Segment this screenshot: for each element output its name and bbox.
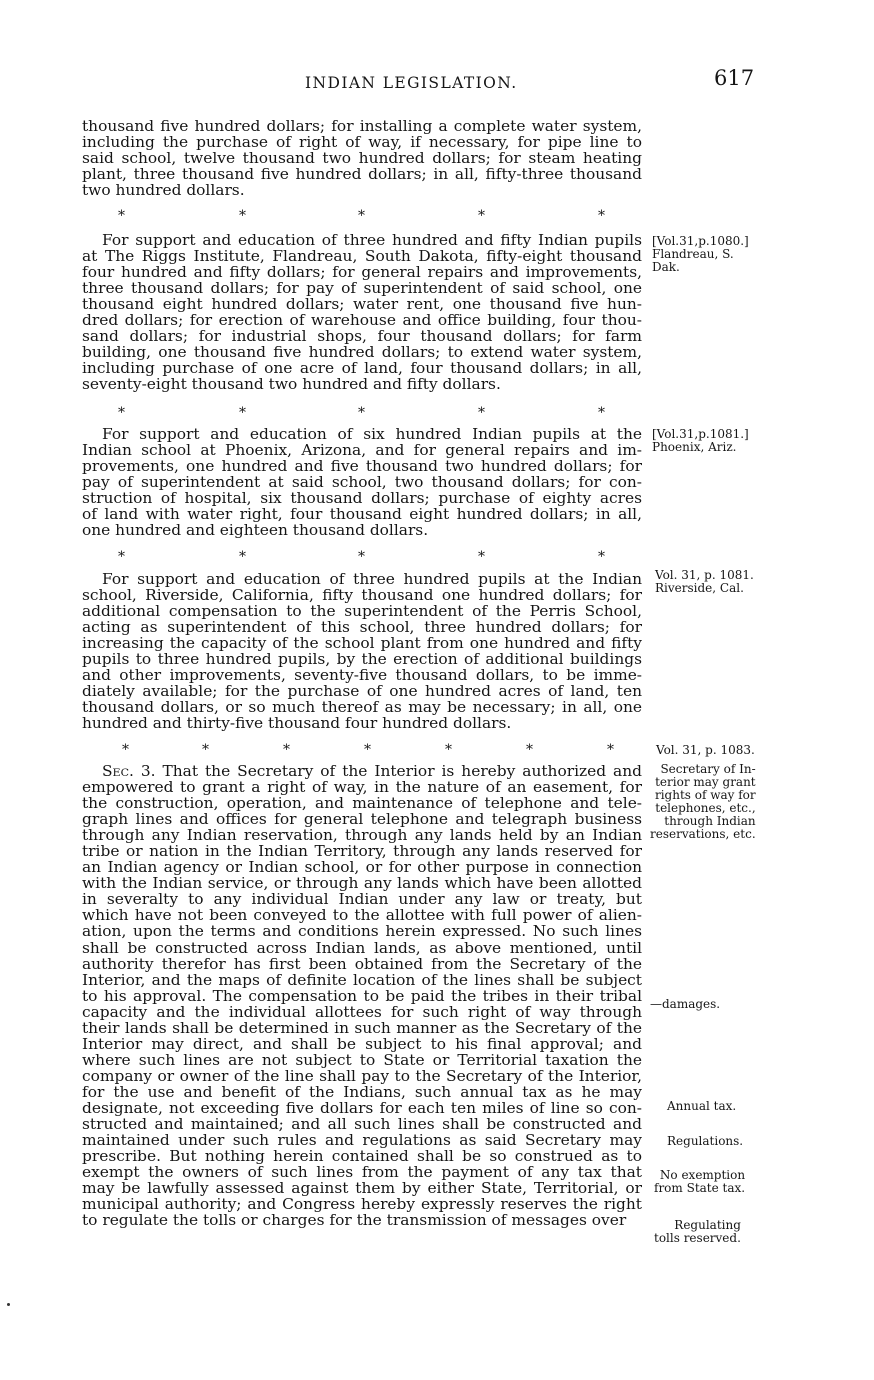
star: * bbox=[118, 549, 125, 565]
margin-note-line: reservations, etc. bbox=[650, 827, 756, 841]
text-line: through any Indian reservation, through any lands held by an Indian bbox=[82, 826, 642, 844]
text-line: where such lines are not subject to State or Territorial taxation the bbox=[82, 1051, 642, 1069]
text-line: capacity and the individual allottees for such right of way through bbox=[82, 1003, 642, 1021]
text-line: additional compensation to the superintendent of the Perris School, bbox=[82, 602, 642, 620]
paragraph-riverside bbox=[82, 571, 642, 731]
margin-note-line: No exemption bbox=[659, 1168, 746, 1182]
text-line: including the purchase of right of way, if necessary, for pipe line to bbox=[82, 133, 642, 151]
text-line: diately available; for the purchase of one hundred acres of land, ten bbox=[82, 682, 642, 700]
star: * bbox=[478, 208, 485, 224]
ellipsis-stars bbox=[82, 549, 642, 565]
star: * bbox=[598, 549, 605, 565]
text-line: for the use and benefit of the Indians, such annual tax as he may bbox=[82, 1083, 642, 1101]
text-line: authority therefor has first been obtained from the Secretary of the bbox=[82, 955, 642, 973]
star: * bbox=[202, 742, 209, 758]
margin-note-line: Regulating bbox=[674, 1218, 741, 1232]
margin-note-line: Phoenix, Ariz. bbox=[652, 440, 737, 454]
ellipsis-stars bbox=[82, 742, 642, 758]
text-line: three thousand dollars; for pay of superintendent of said school, one bbox=[82, 279, 642, 297]
text-line: in severalty to any individual Indian under any law or treaty, but bbox=[82, 890, 642, 908]
star: * bbox=[478, 405, 485, 421]
text-line: structed and maintained; and all such lines shall be constructed and bbox=[82, 1115, 642, 1133]
margin-note-line: Annual tax. bbox=[667, 1099, 737, 1113]
text-line: sand dollars; for industrial shops, four thousand dollars; for farm bbox=[82, 327, 642, 345]
text-line: building, one thousand five hundred dollars; to extend water system, bbox=[82, 343, 642, 361]
text-line: the construction, operation, and maintenance of telephone and tele- bbox=[82, 794, 642, 812]
text-line: Indian school at Phoenix, Arizona, and for general repairs and im- bbox=[82, 441, 642, 459]
text-line: pupils to three hundred pupils, by the erection of additional buildings bbox=[82, 650, 642, 668]
text-line: municipal authority; and Congress hereby expressly reserves the right bbox=[82, 1195, 642, 1213]
margin-note-line: [Vol.31,p.1080.] bbox=[652, 234, 749, 248]
margin-note-vol-1083 bbox=[656, 744, 755, 757]
text-line: and other improvements, seventy-five thousand dollars, to be imme- bbox=[82, 666, 642, 684]
star: * bbox=[118, 405, 125, 421]
margin-note-line: Dak. bbox=[652, 260, 680, 274]
star: * bbox=[358, 405, 365, 421]
text-line: hundred and thirty-five thousand four hundred dollars. bbox=[82, 714, 512, 732]
text-line: dred dollars; for erection of warehouse and office building, four thou- bbox=[82, 311, 642, 329]
margin-note-damages bbox=[650, 998, 720, 1011]
section-label: Sec. 3. bbox=[102, 762, 156, 780]
text-line: maintained under such rules and regulations as said Secretary may bbox=[82, 1131, 642, 1149]
text-line: thousand five hundred dollars; for installing a complete water system, bbox=[82, 117, 642, 135]
star: * bbox=[598, 208, 605, 224]
running-head: INDIAN LEGISLATION. bbox=[305, 74, 518, 92]
margin-note-line: —damages. bbox=[650, 997, 721, 1011]
text-line bbox=[82, 763, 642, 778]
star: * bbox=[607, 742, 614, 758]
paragraph-phoenix bbox=[82, 426, 642, 538]
star: * bbox=[598, 405, 605, 421]
text-line: prescribe. But nothing herein contained shall be so construed as to bbox=[82, 1147, 642, 1165]
text-line: which have not been conveyed to the allottee with full power of alien- bbox=[82, 906, 642, 924]
margin-note-line: through Indian bbox=[664, 814, 756, 828]
text-line: For support and education of three hundred pupils at the Indian bbox=[102, 570, 642, 588]
text-line: plant, three thousand five hundred dollars; in all, fifty-three thousand bbox=[82, 165, 642, 183]
margin-note-line: tolls reserved. bbox=[654, 1231, 741, 1245]
text-line: shall be constructed across Indian lands, as above mentioned, until bbox=[82, 938, 642, 957]
star: * bbox=[118, 208, 125, 224]
text-line: of land with water right, four thousand eight hundred dollars; in all, bbox=[82, 505, 642, 523]
text-line: company or owner of the line shall pay to the Secretary of the Interior, bbox=[82, 1067, 642, 1085]
margin-note-line: [Vol.31,p.1081.] bbox=[652, 427, 749, 441]
star: * bbox=[445, 742, 452, 758]
text-line: school, Riverside, California, fifty thousand one hundred dollars; for bbox=[82, 586, 642, 604]
margin-note-flandreau bbox=[652, 235, 749, 274]
ellipsis-stars bbox=[82, 208, 642, 224]
section-text: That the Secretary of the Interior is hereby authorized and bbox=[155, 762, 642, 780]
text-line: to regulate the tolls or charges for the transmission of messages over bbox=[82, 1211, 627, 1229]
text-line: provements, one hundred and five thousand two hundred dollars; for bbox=[82, 457, 642, 475]
text-line: at The Riggs Institute, Flandreau, South Dakota, fifty-eight thousand bbox=[82, 247, 642, 265]
star: * bbox=[239, 549, 246, 565]
text-line: said school, twelve thousand two hundred dollars; for steam heating bbox=[82, 149, 642, 167]
star: * bbox=[364, 742, 371, 758]
text-line: to his approval. The compensation to be paid the tribes in their tribal bbox=[82, 987, 642, 1005]
text-line: exempt the owners of such lines from the payment of any tax that bbox=[82, 1163, 642, 1181]
text-line: thousand eight hundred dollars; water rent, one thousand five hun- bbox=[82, 295, 642, 313]
text-line: struction of hospital, six thousand dollars; purchase of eighty acres bbox=[82, 489, 642, 507]
margin-note-line: Vol. 31, p. 1083. bbox=[656, 743, 755, 757]
paragraph-section-3 bbox=[82, 763, 642, 1228]
margin-note-line: Regulations. bbox=[667, 1134, 744, 1148]
text-line: empowered to grant a right of way, in the nature of an easement, for bbox=[82, 778, 642, 796]
margin-note-regulations bbox=[667, 1135, 743, 1148]
star: * bbox=[358, 208, 365, 224]
page-number: 617 bbox=[714, 66, 755, 90]
margin-note-line: from State tax. bbox=[654, 1181, 746, 1195]
text-line: seventy-eight thousand two hundred and fifty dollars. bbox=[82, 375, 501, 393]
margin-note-line: telephones, etc., bbox=[655, 801, 756, 815]
margin-note-line: Vol. 31, p. 1081. bbox=[655, 568, 754, 582]
text-line: pay of superintendent at said school, two thousand dollars; for con- bbox=[82, 473, 642, 491]
text-line: tribe or nation in the Indian Territory, through any lands reserved for bbox=[82, 842, 642, 860]
text-line: increasing the capacity of the school plant from one hundred and fifty bbox=[82, 634, 642, 652]
text-line: including purchase of one acre of land, four thousand dollars; in all, bbox=[82, 359, 642, 377]
text-line: ation, upon the terms and conditions herein expressed. No such lines bbox=[82, 922, 642, 941]
text-line: two hundred dollars. bbox=[82, 181, 245, 199]
text-line: Interior may direct, and shall be subject to his final approval; and bbox=[82, 1035, 642, 1053]
margin-note-line: rights of way for bbox=[654, 788, 756, 802]
text-line: their lands shall be determined in such manner as the Secretary of the bbox=[82, 1019, 642, 1037]
text-line: designate, not exceeding five dollars for each ten miles of line so con- bbox=[82, 1099, 642, 1117]
ellipsis-stars bbox=[82, 405, 642, 421]
text-line: thousand dollars, or so much thereof as may be necessary; in all, one bbox=[82, 698, 642, 716]
paragraph-continuation bbox=[82, 118, 642, 198]
margin-note-annual-tax bbox=[667, 1100, 736, 1113]
text-line: four hundred and fifty dollars; for general repairs and improvements, bbox=[82, 263, 642, 281]
margin-note-state-tax bbox=[654, 1169, 745, 1195]
text-line: For support and education of six hundred Indian pupils at the bbox=[102, 425, 642, 443]
text-line: with the Indian service, or through any lands which have been allotted bbox=[82, 874, 642, 892]
star: * bbox=[358, 549, 365, 565]
star: * bbox=[122, 742, 129, 758]
star: * bbox=[239, 208, 246, 224]
margin-note-riverside bbox=[655, 569, 754, 595]
scan-speck bbox=[7, 1303, 10, 1306]
margin-note-line: Riverside, Cal. bbox=[655, 581, 744, 595]
margin-note-rights-of-way bbox=[650, 763, 756, 841]
margin-note-line: Secretary of In- bbox=[660, 762, 756, 776]
star: * bbox=[239, 405, 246, 421]
text-line: an Indian agency or Indian school, or for other purpose in connection bbox=[82, 858, 642, 876]
text-line: Interior, and the maps of definite location of the lines shall be subject bbox=[82, 971, 642, 989]
margin-note-line: terior may grant bbox=[655, 775, 756, 789]
margin-note-line: Flandreau, S. bbox=[652, 247, 734, 261]
text-line: graph lines and offices for general telephone and telegraph business bbox=[82, 810, 642, 828]
star: * bbox=[283, 742, 290, 758]
margin-note-tolls bbox=[654, 1219, 741, 1245]
star: * bbox=[478, 549, 485, 565]
margin-note-phoenix bbox=[652, 428, 749, 454]
star: * bbox=[526, 742, 533, 758]
text-line: acting as superintendent of this school, three hundred dollars; for bbox=[82, 618, 642, 636]
text-line: may be lawfully assessed against them by either State, Territorial, or bbox=[82, 1179, 642, 1197]
paragraph-flandreau bbox=[82, 232, 642, 392]
text-line: one hundred and eighteen thousand dollars. bbox=[82, 521, 429, 539]
text-line: For support and education of three hundred and fifty Indian pupils bbox=[102, 231, 642, 249]
